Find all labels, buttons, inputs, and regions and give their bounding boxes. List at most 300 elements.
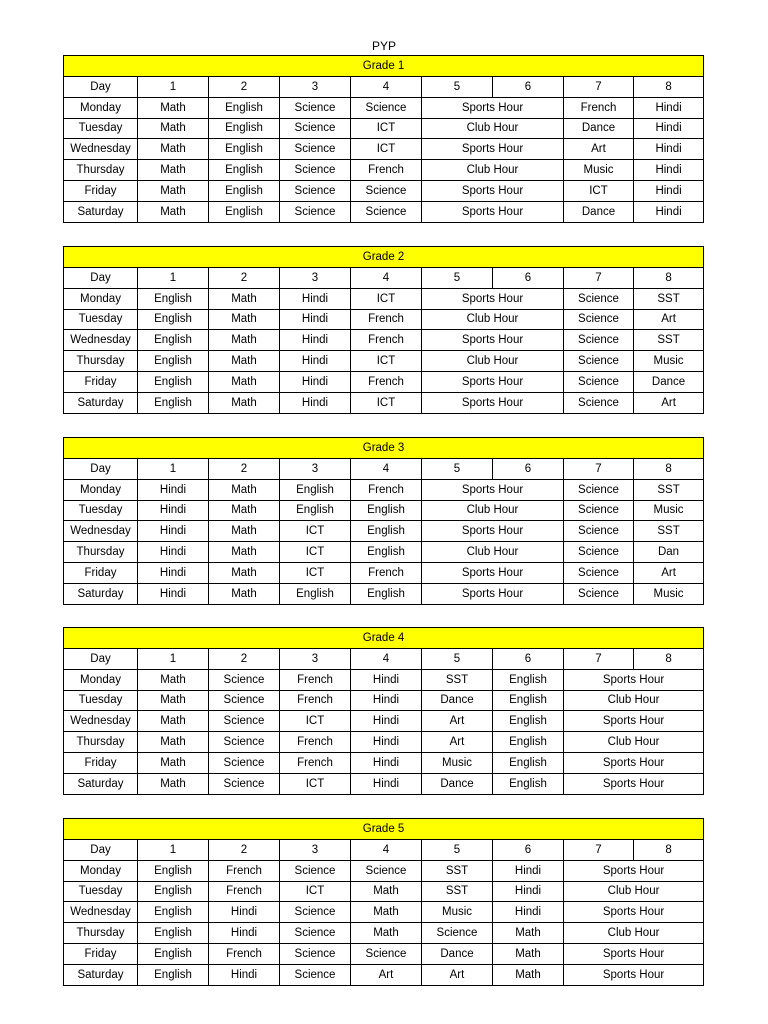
subject-cell: Math xyxy=(209,542,280,563)
subject-cell: Math xyxy=(138,773,209,794)
day-cell: Monday xyxy=(64,669,138,690)
subject-cell: SST xyxy=(422,860,493,881)
activity-cell: Club Hour xyxy=(564,881,704,902)
subject-cell: SST xyxy=(634,288,704,309)
subject-cell: English xyxy=(138,860,209,881)
table-row xyxy=(64,669,704,690)
period-header: 7 xyxy=(564,459,634,480)
subject-cell: Art xyxy=(634,562,704,583)
subject-cell: Math xyxy=(209,309,280,330)
subject-cell: English xyxy=(209,139,280,160)
subject-cell: ICT xyxy=(280,542,351,563)
subject-cell: Math xyxy=(209,583,280,604)
grade-title: Grade 3 xyxy=(64,438,704,459)
subject-cell: Hindi xyxy=(280,351,351,372)
period-header: 5 xyxy=(422,840,493,861)
table-row xyxy=(64,479,704,500)
table-row xyxy=(64,881,704,902)
table-row xyxy=(64,201,704,222)
subject-cell: Hindi xyxy=(351,669,422,690)
table-row xyxy=(64,902,704,923)
subject-cell: Science xyxy=(280,964,351,985)
period-header: 2 xyxy=(209,459,280,480)
subject-cell: Math xyxy=(209,330,280,351)
subject-cell: French xyxy=(351,371,422,392)
subject-cell: Science xyxy=(280,923,351,944)
activity-cell: Sports Hour xyxy=(422,583,564,604)
day-cell: Friday xyxy=(64,752,138,773)
period-header: 4 xyxy=(351,459,422,480)
grade-4-timetable xyxy=(63,627,704,795)
subject-cell: Music xyxy=(634,500,704,521)
activity-cell: Sports Hour xyxy=(564,943,704,964)
subject-cell: Math xyxy=(138,711,209,732)
period-header: 1 xyxy=(138,840,209,861)
subject-cell: Hindi xyxy=(209,964,280,985)
subject-cell: Math xyxy=(209,392,280,413)
activity-cell: Sports Hour xyxy=(422,139,564,160)
period-header: 5 xyxy=(422,77,493,98)
period-header: 2 xyxy=(209,649,280,670)
table-row xyxy=(64,500,704,521)
table-row xyxy=(64,562,704,583)
subject-cell: Math xyxy=(138,669,209,690)
subject-cell: Music xyxy=(422,752,493,773)
subject-cell: English xyxy=(138,392,209,413)
table-row xyxy=(64,160,704,181)
grade-2-timetable xyxy=(63,246,704,414)
period-header: 3 xyxy=(280,649,351,670)
subject-cell: Hindi xyxy=(351,690,422,711)
activity-cell: Club Hour xyxy=(564,732,704,753)
activity-cell: Sports Hour xyxy=(422,479,564,500)
table-row xyxy=(64,964,704,985)
subject-cell: French xyxy=(280,752,351,773)
day-column-header: Day xyxy=(64,840,138,861)
subject-cell: ICT xyxy=(351,139,422,160)
period-header: 2 xyxy=(209,840,280,861)
day-cell: Tuesday xyxy=(64,309,138,330)
subject-cell: English xyxy=(138,881,209,902)
activity-cell: Sports Hour xyxy=(422,330,564,351)
subject-cell: Math xyxy=(209,500,280,521)
period-header: 5 xyxy=(422,649,493,670)
subject-cell: Art xyxy=(351,964,422,985)
period-header: 4 xyxy=(351,840,422,861)
subject-cell: Math xyxy=(351,881,422,902)
period-header: 4 xyxy=(351,77,422,98)
subject-cell: Hindi xyxy=(138,479,209,500)
activity-cell: Club Hour xyxy=(422,118,564,139)
subject-cell: English xyxy=(209,160,280,181)
subject-cell: Science xyxy=(209,690,280,711)
subject-cell: Math xyxy=(209,521,280,542)
subject-cell: English xyxy=(138,309,209,330)
header-row xyxy=(64,77,704,98)
day-cell: Thursday xyxy=(64,351,138,372)
table-row xyxy=(64,309,704,330)
subject-cell: Hindi xyxy=(634,180,704,201)
period-header: 6 xyxy=(493,77,564,98)
subject-cell: Science xyxy=(209,669,280,690)
subject-cell: Hindi xyxy=(209,902,280,923)
subject-cell: English xyxy=(351,583,422,604)
period-header: 1 xyxy=(138,268,209,289)
subject-cell: Music xyxy=(564,160,634,181)
day-cell: Wednesday xyxy=(64,139,138,160)
subject-cell: Hindi xyxy=(138,521,209,542)
activity-cell: Sports Hour xyxy=(422,288,564,309)
subject-cell: English xyxy=(138,902,209,923)
period-header: 3 xyxy=(280,268,351,289)
activity-cell: Sports Hour xyxy=(564,964,704,985)
subject-cell: English xyxy=(209,97,280,118)
day-cell: Monday xyxy=(64,860,138,881)
subject-cell: Hindi xyxy=(280,288,351,309)
subject-cell: Math xyxy=(138,160,209,181)
day-cell: Monday xyxy=(64,288,138,309)
table-row xyxy=(64,97,704,118)
subject-cell: Math xyxy=(138,118,209,139)
day-cell: Wednesday xyxy=(64,330,138,351)
header-row xyxy=(64,649,704,670)
subject-cell: English xyxy=(138,330,209,351)
activity-cell: Sports Hour xyxy=(422,562,564,583)
day-cell: Saturday xyxy=(64,773,138,794)
table-row xyxy=(64,583,704,604)
subject-cell: Music xyxy=(634,583,704,604)
period-header: 7 xyxy=(564,840,634,861)
table-row xyxy=(64,288,704,309)
subject-cell: Math xyxy=(138,139,209,160)
subject-cell: ICT xyxy=(280,881,351,902)
activity-cell: Club Hour xyxy=(422,160,564,181)
day-column-header: Day xyxy=(64,268,138,289)
subject-cell: English xyxy=(138,288,209,309)
subject-cell: Math xyxy=(493,923,564,944)
subject-cell: French xyxy=(209,881,280,902)
day-cell: Friday xyxy=(64,562,138,583)
table-row xyxy=(64,180,704,201)
activity-cell: Club Hour xyxy=(564,923,704,944)
subject-cell: Science xyxy=(564,392,634,413)
subject-cell: Science xyxy=(564,351,634,372)
day-cell: Thursday xyxy=(64,923,138,944)
subject-cell: English xyxy=(493,752,564,773)
subject-cell: Hindi xyxy=(280,371,351,392)
activity-cell: Sports Hour xyxy=(564,669,704,690)
day-cell: Tuesday xyxy=(64,500,138,521)
activity-cell: Sports Hour xyxy=(564,902,704,923)
subject-cell: Math xyxy=(209,479,280,500)
grade-3-timetable xyxy=(63,437,704,605)
header-row xyxy=(64,268,704,289)
activity-cell: Sports Hour xyxy=(422,97,564,118)
subject-cell: Art xyxy=(634,309,704,330)
day-cell: Wednesday xyxy=(64,902,138,923)
activity-cell: Club Hour xyxy=(422,309,564,330)
subject-cell: Dance xyxy=(564,118,634,139)
subject-cell: English xyxy=(493,690,564,711)
subject-cell: SST xyxy=(422,881,493,902)
activity-cell: Sports Hour xyxy=(564,860,704,881)
subject-cell: Science xyxy=(564,288,634,309)
activity-cell: Sports Hour xyxy=(422,201,564,222)
subject-cell: Dance xyxy=(422,773,493,794)
subject-cell: English xyxy=(280,500,351,521)
table-row xyxy=(64,732,704,753)
subject-cell: Science xyxy=(280,860,351,881)
activity-cell: Sports Hour xyxy=(422,521,564,542)
subject-cell: Hindi xyxy=(634,160,704,181)
period-header: 1 xyxy=(138,77,209,98)
subject-cell: Hindi xyxy=(351,732,422,753)
subject-cell: Hindi xyxy=(351,711,422,732)
period-header: 3 xyxy=(280,459,351,480)
subject-cell: Art xyxy=(422,732,493,753)
subject-cell: French xyxy=(209,860,280,881)
subject-cell: English xyxy=(138,943,209,964)
header-row xyxy=(64,840,704,861)
subject-cell: Hindi xyxy=(634,118,704,139)
subject-cell: Science xyxy=(564,583,634,604)
subject-cell: Science xyxy=(280,943,351,964)
subject-cell: Science xyxy=(209,773,280,794)
day-cell: Monday xyxy=(64,97,138,118)
subject-cell: Math xyxy=(351,923,422,944)
table-row xyxy=(64,330,704,351)
table-row xyxy=(64,521,704,542)
subject-cell: ICT xyxy=(280,711,351,732)
subject-cell: SST xyxy=(422,669,493,690)
subject-cell: English xyxy=(493,669,564,690)
subject-cell: Science xyxy=(280,118,351,139)
period-header: 2 xyxy=(209,268,280,289)
subject-cell: French xyxy=(280,690,351,711)
day-column-header: Day xyxy=(64,649,138,670)
subject-cell: Science xyxy=(280,902,351,923)
activity-cell: Sports Hour xyxy=(564,752,704,773)
subject-cell: Hindi xyxy=(351,773,422,794)
activity-cell: Sports Hour xyxy=(422,371,564,392)
table-row xyxy=(64,711,704,732)
subject-cell: Art xyxy=(564,139,634,160)
activity-cell: Club Hour xyxy=(564,690,704,711)
table-row xyxy=(64,860,704,881)
subject-cell: Hindi xyxy=(351,752,422,773)
day-column-header: Day xyxy=(64,459,138,480)
period-header: 8 xyxy=(634,649,704,670)
period-header: 4 xyxy=(351,268,422,289)
subject-cell: Science xyxy=(564,542,634,563)
subject-cell: Science xyxy=(209,732,280,753)
subject-cell: Hindi xyxy=(493,860,564,881)
period-header: 5 xyxy=(422,459,493,480)
subject-cell: Science xyxy=(280,201,351,222)
subject-cell: Hindi xyxy=(280,392,351,413)
subject-cell: Science xyxy=(209,711,280,732)
period-header: 8 xyxy=(634,840,704,861)
subject-cell: French xyxy=(351,330,422,351)
subject-cell: Science xyxy=(564,309,634,330)
day-cell: Friday xyxy=(64,371,138,392)
subject-cell: Math xyxy=(493,964,564,985)
period-header: 3 xyxy=(280,77,351,98)
period-header: 7 xyxy=(564,649,634,670)
subject-cell: Hindi xyxy=(493,881,564,902)
day-cell: Friday xyxy=(64,180,138,201)
subject-cell: Math xyxy=(138,201,209,222)
period-header: 8 xyxy=(634,268,704,289)
grade-title: Grade 4 xyxy=(64,628,704,649)
subject-cell: English xyxy=(138,351,209,372)
subject-cell: French xyxy=(209,943,280,964)
table-row xyxy=(64,542,704,563)
subject-cell: English xyxy=(493,711,564,732)
table-row xyxy=(64,351,704,372)
grade-title: Grade 5 xyxy=(64,819,704,840)
grade-5-timetable xyxy=(63,818,704,986)
page-title: PYP xyxy=(371,39,396,53)
day-cell: Thursday xyxy=(64,160,138,181)
day-cell: Thursday xyxy=(64,542,138,563)
subject-cell: Dance xyxy=(422,943,493,964)
subject-cell: Hindi xyxy=(138,542,209,563)
subject-cell: Hindi xyxy=(280,309,351,330)
activity-cell: Club Hour xyxy=(422,351,564,372)
day-cell: Monday xyxy=(64,479,138,500)
subject-cell: English xyxy=(351,500,422,521)
subject-cell: Hindi xyxy=(138,562,209,583)
subject-cell: English xyxy=(138,371,209,392)
table-row xyxy=(64,773,704,794)
day-cell: Saturday xyxy=(64,964,138,985)
day-cell: Friday xyxy=(64,943,138,964)
table-row xyxy=(64,752,704,773)
period-header: 7 xyxy=(564,77,634,98)
subject-cell: Dance xyxy=(564,201,634,222)
activity-cell: Sports Hour xyxy=(422,180,564,201)
subject-cell: Science xyxy=(351,943,422,964)
subject-cell: SST xyxy=(634,479,704,500)
table-row xyxy=(64,690,704,711)
subject-cell: ICT xyxy=(351,392,422,413)
period-header: 1 xyxy=(138,649,209,670)
period-header: 7 xyxy=(564,268,634,289)
period-header: 2 xyxy=(209,77,280,98)
subject-cell: Science xyxy=(564,500,634,521)
day-cell: Saturday xyxy=(64,583,138,604)
table-row xyxy=(64,392,704,413)
day-cell: Tuesday xyxy=(64,118,138,139)
subject-cell: ICT xyxy=(280,562,351,583)
subject-cell: Hindi xyxy=(634,201,704,222)
activity-cell: Sports Hour xyxy=(564,773,704,794)
table-row xyxy=(64,118,704,139)
subject-cell: Hindi xyxy=(138,583,209,604)
subject-cell: Hindi xyxy=(209,923,280,944)
grade-title: Grade 1 xyxy=(64,56,704,77)
subject-cell: SST xyxy=(634,330,704,351)
subject-cell: ICT xyxy=(564,180,634,201)
subject-cell: English xyxy=(138,964,209,985)
period-header: 1 xyxy=(138,459,209,480)
subject-cell: Hindi xyxy=(634,97,704,118)
subject-cell: Dan xyxy=(634,542,704,563)
subject-cell: SST xyxy=(634,521,704,542)
subject-cell: Dance xyxy=(422,690,493,711)
day-cell: Saturday xyxy=(64,201,138,222)
subject-cell: Art xyxy=(634,392,704,413)
subject-cell: Math xyxy=(209,562,280,583)
period-header: 6 xyxy=(493,649,564,670)
subject-cell: Math xyxy=(209,288,280,309)
grade-title: Grade 2 xyxy=(64,247,704,268)
subject-cell: Science xyxy=(280,180,351,201)
subject-cell: Hindi xyxy=(138,500,209,521)
activity-cell: Sports Hour xyxy=(422,392,564,413)
subject-cell: Math xyxy=(138,97,209,118)
subject-cell: English xyxy=(280,583,351,604)
activity-cell: Club Hour xyxy=(422,542,564,563)
subject-cell: Dance xyxy=(634,371,704,392)
subject-cell: Science xyxy=(351,860,422,881)
subject-cell: English xyxy=(351,521,422,542)
subject-cell: ICT xyxy=(351,288,422,309)
subject-cell: Hindi xyxy=(493,902,564,923)
subject-cell: ICT xyxy=(280,773,351,794)
day-cell: Wednesday xyxy=(64,711,138,732)
day-column-header: Day xyxy=(64,77,138,98)
activity-cell: Sports Hour xyxy=(564,711,704,732)
subject-cell: Science xyxy=(351,180,422,201)
subject-cell: ICT xyxy=(351,351,422,372)
subject-cell: English xyxy=(493,732,564,753)
subject-cell: ICT xyxy=(351,118,422,139)
subject-cell: English xyxy=(209,201,280,222)
subject-cell: French xyxy=(351,562,422,583)
table-row xyxy=(64,371,704,392)
subject-cell: Science xyxy=(351,97,422,118)
subject-cell: Math xyxy=(493,943,564,964)
subject-cell: Hindi xyxy=(634,139,704,160)
grade-1-timetable xyxy=(63,55,704,223)
period-header: 6 xyxy=(493,459,564,480)
subject-cell: Science xyxy=(422,923,493,944)
subject-cell: French xyxy=(351,479,422,500)
period-header: 8 xyxy=(634,459,704,480)
subject-cell: English xyxy=(493,773,564,794)
subject-cell: Music xyxy=(422,902,493,923)
header-row xyxy=(64,459,704,480)
period-header: 3 xyxy=(280,840,351,861)
subject-cell: English xyxy=(280,479,351,500)
subject-cell: Science xyxy=(564,330,634,351)
subject-cell: Science xyxy=(564,521,634,542)
subject-cell: Science xyxy=(280,160,351,181)
subject-cell: Math xyxy=(138,690,209,711)
subject-cell: Science xyxy=(564,479,634,500)
subject-cell: Music xyxy=(634,351,704,372)
subject-cell: Math xyxy=(138,732,209,753)
subject-cell: English xyxy=(351,542,422,563)
subject-cell: Math xyxy=(351,902,422,923)
subject-cell: Science xyxy=(351,201,422,222)
period-header: 6 xyxy=(493,268,564,289)
subject-cell: Math xyxy=(138,180,209,201)
subject-cell: Science xyxy=(280,97,351,118)
subject-cell: Hindi xyxy=(280,330,351,351)
